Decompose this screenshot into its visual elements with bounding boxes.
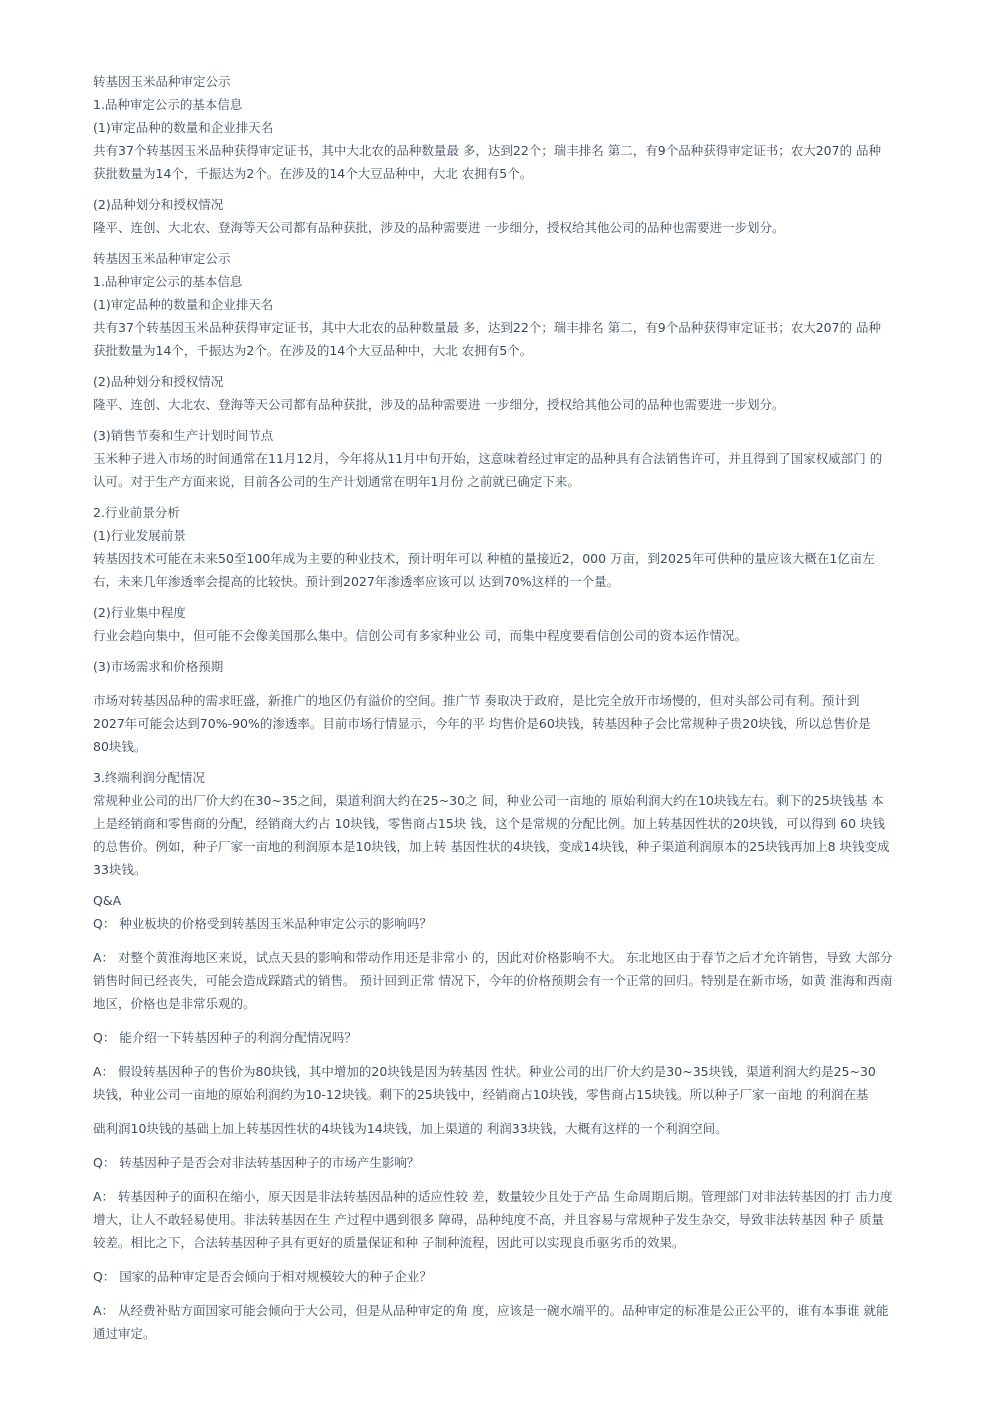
question: Q： 能介绍一下转基因种子的利润分配情况吗？ (93, 1030, 357, 1045)
paragraph-line: 转基因技术可能在未来50至100年成为主要的种业技术，预计明年可以 种植的量接近2，000 万亩，到2025年可供种的量应该大概在1亿亩左 (93, 551, 875, 566)
answer-line: A： 对整个黄淮海地区来说，试点天县的影响和带动作用还是非常小 的，因此对价格影响不大。 东北地区由于春节之后才允许销售，导致 大部分 (93, 950, 893, 965)
paragraph-line: 获批数量为14个，千振达为2个。在涉及的14个大豆品种中，大北 农拥有5个。 (93, 166, 533, 181)
subheading: (1)审定品种的数量和企业排天名 (93, 297, 274, 312)
paragraph-line: 常规种业公司的出厂价大约在30~35之间，渠道利润大约在25~30之 间，种业公司一亩地的 原始利润大约在10块钱左右。剩下的25块钱基 本 (93, 793, 884, 808)
paragraph-line: 2027年可能会达到70%-90%的渗透率。目前市场行情显示，今年的平 均售价是60块钱，转基因种子会比常规种子贵20块钱，所以总售价是 (93, 716, 871, 731)
question: Q： 转基因种子是否会对非法转基因种子的市场产生影响？ (93, 1155, 420, 1170)
heading: 1.品种审定公示的基本信息 (93, 274, 243, 289)
qa-heading: Q&A (93, 893, 122, 908)
heading: 1.品种审定公示的基本信息 (93, 97, 243, 112)
answer-line: 地区，价格也是非常乐观的。 (93, 996, 256, 1011)
answer-line: A： 假设转基因种子的售价为80块钱，其中增加的20块钱是因为转基因 性状。种业公司的出厂价大约是30~35块钱，渠道利润大约是25~30 (93, 1064, 876, 1079)
paragraph-line: 市场对转基因品种的需求旺盛，新推广的地区仍有溢价的空间。推广节 奏取决于政府，是比完全放开市场慢的，但对头部公司有利。预计到 (93, 693, 860, 708)
paragraph-line: 认可。对于生产方面来说，目前各公司的生产计划通常在明年1月份 之前就已确定下来。 (93, 474, 580, 489)
paragraph-line: 的总售价。例如，种子厂家一亩地的利润原本是10块钱，加上转 基因性状的4块钱，变成14块钱，种子渠道利润原本的25块钱再加上8 块钱变成 (93, 839, 890, 854)
subheading: (2)品种划分和授权情况 (93, 374, 224, 389)
answer-line: 增大，让人不敢轻易使用。非法转基因在生 产过程中遇到很多 障碍，品种纯度不高，并且容易与常规种子发生杂交，导致非法转基因 种子 质量 (93, 1212, 884, 1227)
document-page (93, 70, 943, 1345)
question: Q： 国家的品种审定是否会倾向于相对规模较大的种子企业？ (93, 1269, 432, 1284)
paragraph-line: 33块钱。 (93, 862, 147, 877)
paragraph-line: 共有37个转基因玉米品种获得审定证书，其中大北农的品种数量最 多，达到22个；瑞丰排名 第二，有9个品种获得审定证书；农大207的 品种 (93, 143, 882, 158)
subheading: (3)销售节奏和生产计划时间节点 (93, 428, 274, 443)
paragraph-line: 80块钱。 (93, 739, 147, 754)
answer-line: 块钱，种业公司一亩地的原始利润约为10-12块钱。剩下的25块钱中，经销商占10块钱，零售商占15块钱。所以种子厂家一亩地 的利润在基 (93, 1087, 869, 1102)
answer-line: 通过审定。 (93, 1326, 156, 1341)
paragraph-line: 玉米种子进入市场的时间通常在11月12月，今年将从11月中旬开始，这意味着经过审定的品种具有合法销售许可，并且得到了国家权威部门 的 (93, 451, 883, 466)
answer-line: 较差。相比之下，合法转基因种子具有更好的质量保证和种 子制种流程，因此可以实现良币驱劣币的效果。 (93, 1235, 685, 1250)
heading: 2.行业前景分析 (93, 505, 180, 520)
paragraph-line: 上是经销商和零售商的分配，经销商大约占 10块钱，零售商占15块 钱，这个是常规的分配比例。加上转基因性状的20块钱，可以得到 60 块钱 (93, 816, 886, 831)
subheading: (2)行业集中程度 (93, 605, 186, 620)
answer-line: A： 从经费补贴方面国家可能会倾向于大公司，但是从品种审定的角 度，应该是一碗水端平的。品种审定的标准是公正公平的，谁有本事谁 就能 (93, 1303, 889, 1318)
section-title: 转基因玉米品种审定公示 (93, 251, 231, 266)
answer-line: A： 转基因种子的面积在缩小，原天因是非法转基因品种的适应性较 差，数量较少且处于产品 生命周期后期。管理部门对非法转基因的打 击力度 (93, 1189, 893, 1204)
subheading: (3)市场需求和价格预期 (93, 659, 224, 674)
paragraph-line: 隆平、连创、大北农、登海等天公司都有品种获批，涉及的品种需要进 一步细分，授权给其他公司的品种也需要进一步划分。 (93, 220, 785, 235)
paragraph-line: 行业会趋向集中，但可能不会像美国那么集中。信创公司有多家种业公 司，而集中程度要看信创公司的资本运作情况。 (93, 628, 747, 643)
answer-line: 础利润10块钱的基础上加上转基因性状的4块钱为14块钱，加上渠道的 利润33块钱，大概有这样的一个利润空间。 (93, 1121, 728, 1136)
subheading: (1)审定品种的数量和企业排天名 (93, 120, 274, 135)
paragraph-line: 共有37个转基因玉米品种获得审定证书，其中大北农的品种数量最 多，达到22个；瑞丰排名 第二，有9个品种获得审定证书；农大207的 品种 (93, 320, 882, 335)
heading: 3.终端利润分配情况 (93, 770, 205, 785)
subheading: (1)行业发展前景 (93, 528, 186, 543)
paragraph-line: 右，未来几年渗透率会提高的比较快。预计到2027年渗透率应该可以 达到70%这样的一个量。 (93, 574, 620, 589)
section-title: 转基因玉米品种审定公示 (93, 74, 231, 89)
answer-line: 销售时间已经丧失，可能会造成踩踏式的销售。 预计回到正常 情况下，今年的价格预期会有一个正常的回归。特别是在新市场，如黄 淮海和西南 (93, 973, 893, 988)
question: Q： 种业板块的价格受到转基因玉米品种审定公示的影响吗？ (93, 916, 432, 931)
paragraph-line: 获批数量为14个，千振达为2个。在涉及的14个大豆品种中，大北 农拥有5个。 (93, 343, 533, 358)
paragraph-line: 隆平、连创、大北农、登海等天公司都有品种获批，涉及的品种需要进 一步细分，授权给其他公司的品种也需要进一步划分。 (93, 397, 785, 412)
subheading: (2)品种划分和授权情况 (93, 197, 224, 212)
